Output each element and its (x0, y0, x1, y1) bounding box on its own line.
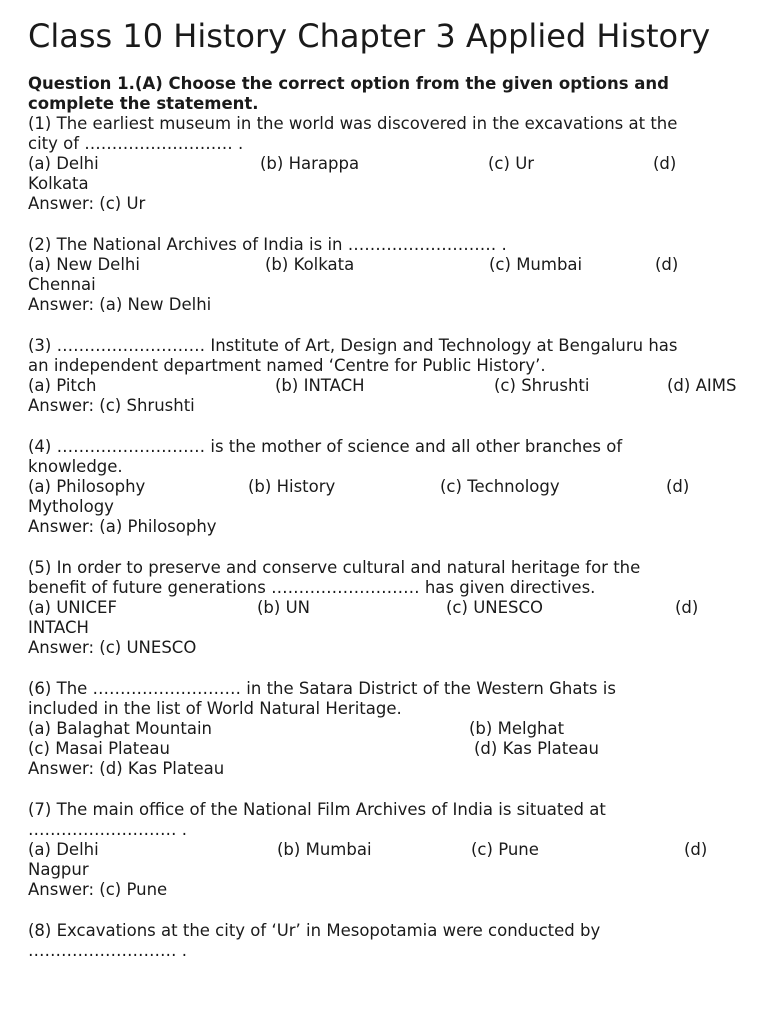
option-text: (a) Balaghat Mountain (28, 719, 212, 738)
option-text: (c) Mumbai (489, 255, 583, 274)
options-row (28, 255, 748, 275)
options-row (28, 719, 748, 739)
options-row (28, 477, 748, 497)
question-text: (2) The National Archives of India is in ……………………… . (28, 235, 507, 254)
option-text-continued: Chennai (28, 275, 96, 294)
options-row (28, 840, 748, 860)
option-text: (b) Melghat (469, 719, 565, 738)
question-text: city of ……………………… . (28, 134, 244, 153)
options-row (28, 376, 748, 396)
question-block (28, 800, 748, 900)
question-text: (6) The ……………………… in the Satara District of the Western Ghats is (28, 679, 616, 698)
question-text: (4) ……………………… is the mother of science and all other branches of (28, 437, 623, 456)
option-text: (b) INTACH (275, 376, 365, 395)
option-text: (c) Pune (471, 840, 539, 859)
page-title: Class 10 History Chapter 3 Applied History (28, 17, 711, 55)
question-text: (7) The main office of the National Film Archives of India is situated at (28, 800, 606, 819)
option-text: (a) New Delhi (28, 255, 140, 274)
option-text: (d) (675, 598, 699, 617)
question-block (28, 235, 748, 315)
question-text: (3) ……………………… Institute of Art, Design and Technology at Bengaluru has (28, 336, 678, 355)
answer-text: Answer: (c) Ur (28, 194, 146, 213)
question-text: included in the list of World Natural Heritage. (28, 699, 402, 718)
option-text: (a) UNICEF (28, 598, 117, 617)
question-text: (1) The earliest museum in the world was discovered in the excavations at the (28, 114, 678, 133)
option-text: (b) Mumbai (277, 840, 372, 859)
question-block (28, 437, 748, 537)
option-text: (b) Harappa (260, 154, 360, 173)
option-text: (a) Philosophy (28, 477, 146, 496)
answer-text: Answer: (c) Pune (28, 880, 168, 899)
answer-text: Answer: (c) UNESCO (28, 638, 197, 657)
options-row (28, 598, 748, 618)
option-text: (d) (655, 255, 679, 274)
question-text: ……………………… . (28, 820, 187, 839)
option-text: (d) Kas Plateau (474, 739, 599, 758)
option-text: (c) Masai Plateau (28, 739, 170, 758)
option-text: (a) Pitch (28, 376, 97, 395)
question-list (28, 114, 748, 961)
option-text-continued: Kolkata (28, 174, 89, 193)
question-heading: Question 1.(A) Choose the correct option from the given options and complete the statement. (28, 74, 669, 113)
option-text: (c) UNESCO (446, 598, 544, 617)
option-text: (a) Delhi (28, 840, 99, 859)
options-row (28, 154, 748, 174)
option-text: (c) Technology (440, 477, 560, 496)
option-text: (a) Delhi (28, 154, 99, 173)
option-text-continued: INTACH (28, 618, 89, 637)
option-text: (d) AIMS (667, 376, 737, 395)
question-block (28, 558, 748, 658)
option-text: (b) Kolkata (265, 255, 355, 274)
answer-text: Answer: (c) Shrushti (28, 396, 195, 415)
question-text: knowledge. (28, 457, 123, 476)
option-text: (b) UN (257, 598, 311, 617)
answer-text: Answer: (a) New Delhi (28, 295, 212, 314)
option-text: (d) (666, 477, 690, 496)
question-block (28, 114, 748, 214)
question-text: ……………………… . (28, 941, 187, 960)
options-row (28, 739, 748, 759)
question-text: (5) In order to preserve and conserve cultural and natural heritage for the (28, 558, 641, 577)
option-text: (b) History (248, 477, 336, 496)
option-text-continued: Mythology (28, 497, 114, 516)
question-block (28, 679, 748, 779)
option-text: (c) Shrushti (494, 376, 590, 395)
question-text: an independent department named ‘Centre for Public History’. (28, 356, 546, 375)
document-page (28, 18, 748, 961)
question-block (28, 336, 748, 416)
option-text: (d) (684, 840, 708, 859)
question-text: benefit of future generations ……………………… has given directives. (28, 578, 596, 597)
question-block (28, 921, 748, 961)
answer-text: Answer: (d) Kas Plateau (28, 759, 225, 778)
option-text: (c) Ur (488, 154, 535, 173)
question-text: (8) Excavations at the city of ‘Ur’ in Mesopotamia were conducted by (28, 921, 601, 940)
answer-text: Answer: (a) Philosophy (28, 517, 217, 536)
option-text: (d) (653, 154, 677, 173)
option-text-continued: Nagpur (28, 860, 89, 879)
